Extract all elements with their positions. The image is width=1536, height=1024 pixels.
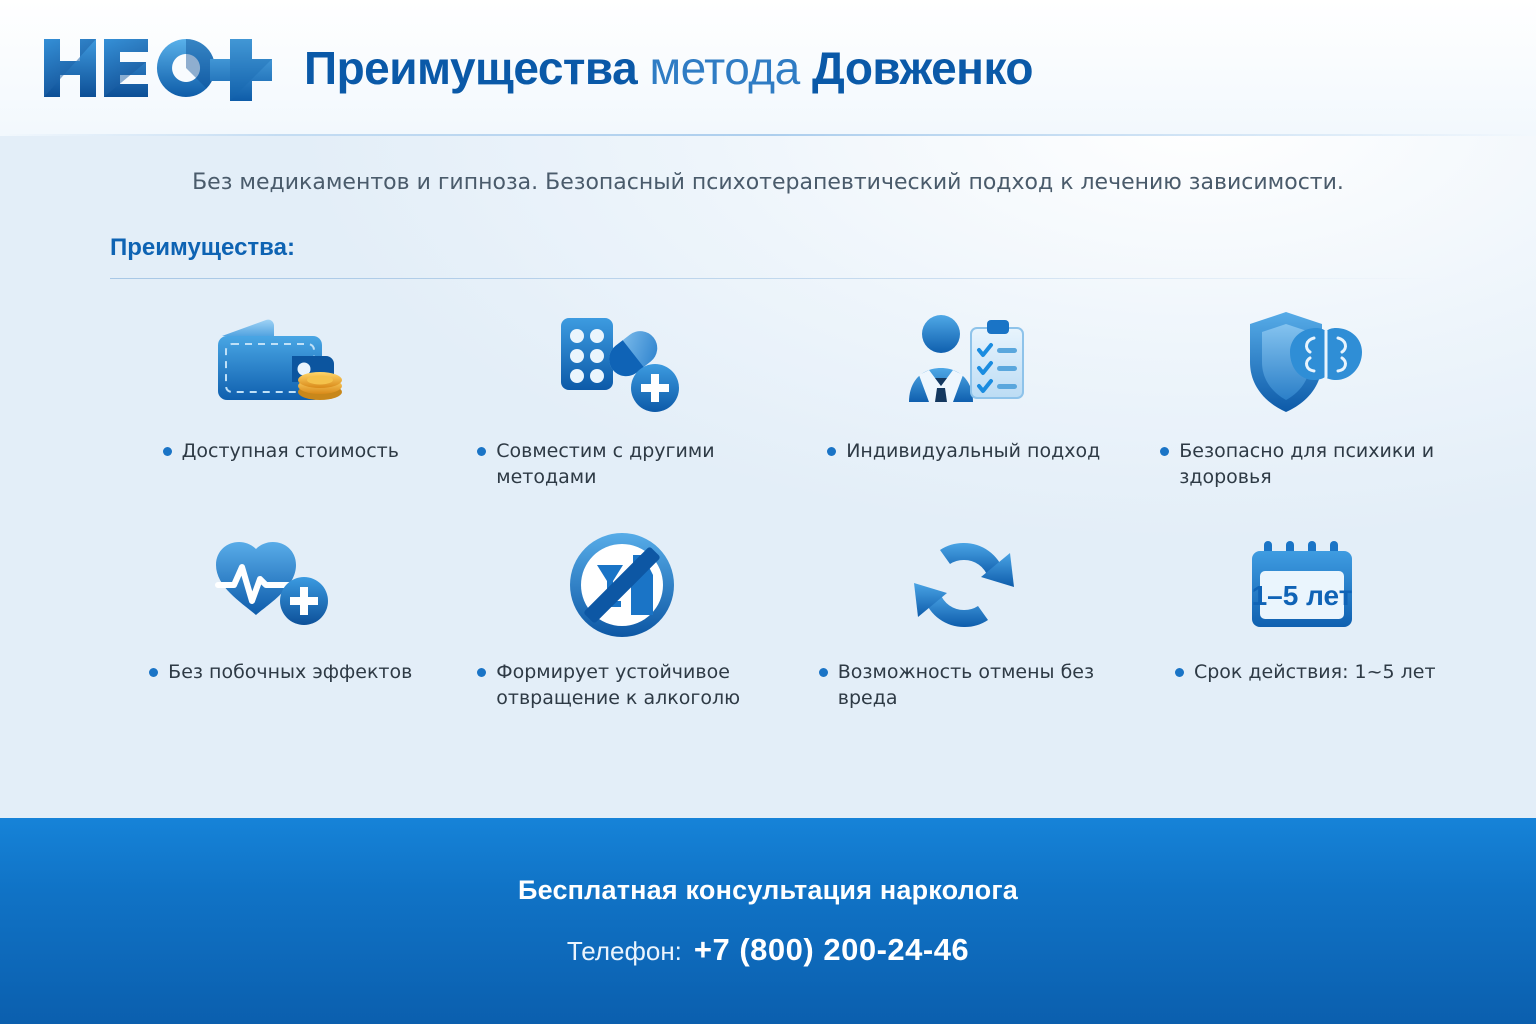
phone-number[interactable]: +7 (800) 200-24-46 bbox=[693, 931, 970, 967]
benefit-item bbox=[452, 305, 794, 490]
wallet-coins-icon bbox=[196, 305, 366, 425]
footer-cta bbox=[0, 818, 1536, 1024]
benefit-item bbox=[1135, 305, 1477, 490]
benefit-item bbox=[1135, 526, 1477, 711]
title-part-3: Довженко bbox=[811, 42, 1033, 94]
calendar-years-icon bbox=[1220, 526, 1390, 646]
pills-capsule-plus-icon bbox=[537, 305, 707, 425]
subtitle: Без медикаментов и гипноза. Безопасный психотерапевтический подход к лечению зависимости. bbox=[192, 169, 1344, 195]
bullet-icon bbox=[827, 447, 836, 456]
calendar-years-text: 1–5 лет bbox=[1251, 580, 1353, 612]
benefit-item bbox=[793, 305, 1135, 490]
benefit-label-row bbox=[477, 660, 767, 711]
benefit-label-row bbox=[149, 660, 412, 686]
benefits-grid bbox=[110, 305, 1476, 712]
bullet-icon bbox=[819, 668, 828, 677]
heart-pulse-plus-icon bbox=[196, 526, 366, 646]
refresh-arrows-icon bbox=[879, 526, 1049, 646]
benefit-label: Индивидуальный подход bbox=[846, 440, 1101, 462]
benefit-label-row bbox=[1160, 439, 1450, 490]
footer-title: Бесплатная консультация нарколога bbox=[517, 874, 1018, 905]
brand-logo bbox=[40, 31, 274, 105]
title-part-2: метода bbox=[649, 42, 800, 94]
benefit-label: Доступная стоимость bbox=[181, 440, 399, 462]
doctor-checklist-icon bbox=[879, 305, 1049, 425]
benefit-label: Без побочных эффектов bbox=[168, 661, 413, 684]
benefit-label: Срок действия: 1~5 лет bbox=[1193, 661, 1436, 684]
benefit-label-row bbox=[163, 439, 399, 465]
shield-brain-icon bbox=[1220, 305, 1390, 425]
bullet-icon bbox=[149, 668, 158, 677]
bullet-icon bbox=[477, 668, 486, 677]
phone-label: Телефон: bbox=[566, 935, 682, 966]
benefits-section bbox=[110, 234, 1496, 279]
bullet-icon bbox=[1175, 668, 1184, 677]
benefit-label: Совместим с другими методами bbox=[496, 440, 715, 488]
benefit-label-row bbox=[819, 660, 1109, 711]
page-title bbox=[304, 42, 1033, 94]
neo-plus-logo-icon bbox=[40, 31, 274, 105]
benefit-label: Формирует устойчивое отвращение к алкоголю bbox=[496, 661, 741, 709]
benefit-item bbox=[110, 526, 452, 711]
bullet-icon bbox=[163, 447, 172, 456]
benefit-item bbox=[793, 526, 1135, 711]
header bbox=[0, 0, 1536, 136]
benefit-label: Безопасно для психики и здоровья bbox=[1179, 440, 1435, 488]
benefit-item bbox=[452, 526, 794, 711]
benefit-label: Возможность отмены без вреда bbox=[837, 661, 1095, 709]
subtitle-row bbox=[0, 136, 1536, 228]
no-alcohol-icon bbox=[537, 526, 707, 646]
benefit-label-row bbox=[477, 439, 767, 490]
bullet-icon bbox=[477, 447, 486, 456]
bullet-icon bbox=[1160, 447, 1169, 456]
section-divider bbox=[110, 278, 1436, 279]
title-part-1: Преимущества bbox=[304, 42, 638, 94]
benefit-item bbox=[110, 305, 452, 490]
footer-phone[interactable] bbox=[567, 932, 969, 968]
benefit-label-row bbox=[827, 439, 1100, 465]
benefit-label-row bbox=[1175, 660, 1436, 686]
section-label: Преимущества: bbox=[110, 234, 295, 261]
